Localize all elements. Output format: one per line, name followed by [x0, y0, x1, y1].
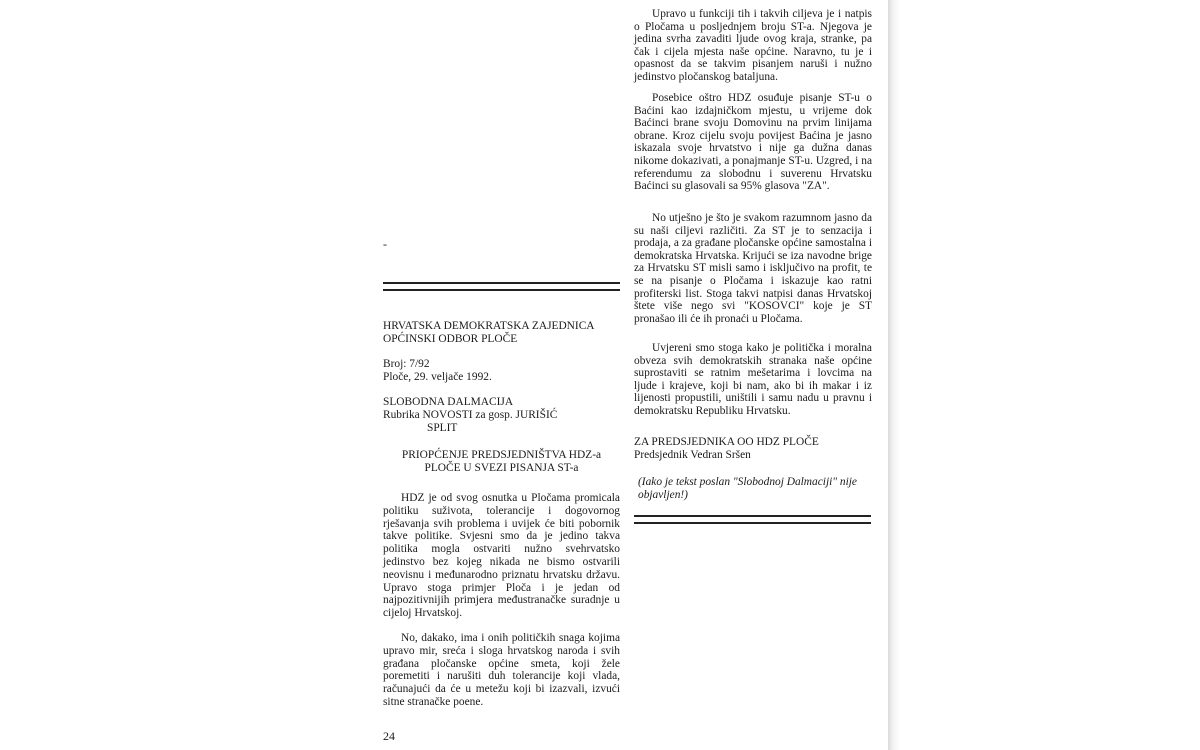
page-number: 24 [383, 729, 395, 743]
headline-line-2: PLOČE U SVEZI PISANJA ST-a [424, 461, 579, 474]
right-paragraph-1 [634, 8, 872, 84]
org-name: HRVATSKA DEMOKRATSKA ZAJEDNICA [383, 320, 595, 332]
right-paragraph-2 [634, 92, 872, 193]
paragraph-text: No utješno je što je svakom razumnom jasno da su naši ciljevi različiti. Za ST je to senzacija i prodaja, a za građane pločanske općine samostalna i demokratska Hrvatska. Krijući se iza navodne brige za Hrvatsku ST misli samo i isključivo na profit, te se na pisanje o Pločama i iskazuje kao ratni profiterski list. Stoga takvi natpisi danas Hrvatskoj štete više nego svi "KOSOVCI" koje je ST pronašao ili će ih pronaći u Pločama. [634, 212, 872, 325]
double-rule-left [383, 282, 620, 291]
addressee-city: SPLIT [427, 421, 458, 434]
dash-mark: - [383, 237, 387, 251]
addressee-block [383, 396, 620, 434]
paragraph-text: No, dakako, ima i onih političkih snaga kojima upravo mir, sreća i sloga hrvatskog naroda i svih građana pločanske općine smeta, koji žele poremetiti i narušiti duh tolerancije koji vlada, računajući da će u metežu koji bi izazvali, izvući sitne stranačke poene. [383, 632, 620, 708]
org-committee: OPĆINSKI ODBOR PLOČE [383, 332, 518, 345]
signature-name: Predsjednik Vedran Sršen [634, 448, 751, 461]
addressee-section: Rubrika NOVOSTI za gosp. JURIŠIĆ [383, 408, 558, 421]
headline-line-1: PRIOPĆENJE PREDSJEDNIŠTVA HDZ-a [401, 449, 602, 461]
body-paragraph-1 [383, 492, 620, 620]
signature-block [634, 436, 872, 462]
right-paragraph-4 [634, 342, 872, 418]
paragraph-text: Posebice oštro HDZ osuđuje pisanje ST-u o Baćini kao izdajničkom mjestu, u vrijeme dok Baćinci brane svoju Domovinu na prvim linijama obrane. Kroz cijelu svoju povijest Baćina je jasno iskazala svoje hrvatstvo i nije ga dužna danas nikome dokazivati, a ponajmanje ST-u. Uzgred, i na referendumu za slobodnu i suverenu Hrvatsku Baćinci su glasovali sa 95% glasova "ZA". [634, 92, 872, 193]
paragraph-text: HDZ je od svog osnutka u Pločama promicala politiku suživota, tolerancije i dogovornog rješavanja svih problema i uvijek će biti pobornik takve politike. Svjesni smo da je jedino takva politika mogla ostvariti nužno svehrvatsko jedinstvo bez kojeg nikada ne bismo ostvarili neovisnu i međunarodno priznatu hrvatsku državu. Upravo stoga primjer Ploča i je jedan od najpozitivnijih primjera međustranačke suradnje u cijeloj Hrvatskoj. [383, 492, 620, 620]
sender-organization [383, 320, 620, 346]
right-paragraph-3 [634, 212, 872, 325]
double-rule-right [634, 515, 871, 524]
reference-number: Broj: 7/92 [383, 358, 430, 370]
body-paragraph-2 [383, 632, 620, 709]
addressee-newspaper: SLOBODNA DALMACIJA [383, 396, 514, 408]
paragraph-text: Uvjereni smo stoga kako je politička i moralna obveza svih demokratskih stranaka naše općine suprostaviti se ratnim mešetarima i lovcima na ljude i krajeve, koji bi nam, ako bi ih makar i iz lijenosti propustili, uništili i samu nadu u pravnu i demokratsku Republiku Hrvatsku. [634, 342, 872, 417]
paragraph-text: Upravo u funkciji tih i takvih ciljeva je i natpis o Pločama u posljednjem broju ST-a. Njegova je jedina svrha zavaditi ljude ovog kraja, stranke, pa čak i cijela mjesta naše općine. Naravno, tu je i opasnost da se takvim pisanjem naruši i nužno jedinstvo pločanskog bataljuna. [634, 8, 872, 83]
page-edge-shadow [888, 0, 900, 750]
signature-title: ZA PREDSJEDNIKA OO HDZ PLOČE [634, 436, 819, 448]
statement-headline [383, 449, 620, 475]
reference-date: Ploče, 29. veljače 1992. [383, 370, 492, 383]
reference-block [383, 358, 620, 384]
editorial-note: (Iako je tekst poslan "Slobodnoj Dalmaciji" nije objavljen!) [638, 476, 857, 501]
